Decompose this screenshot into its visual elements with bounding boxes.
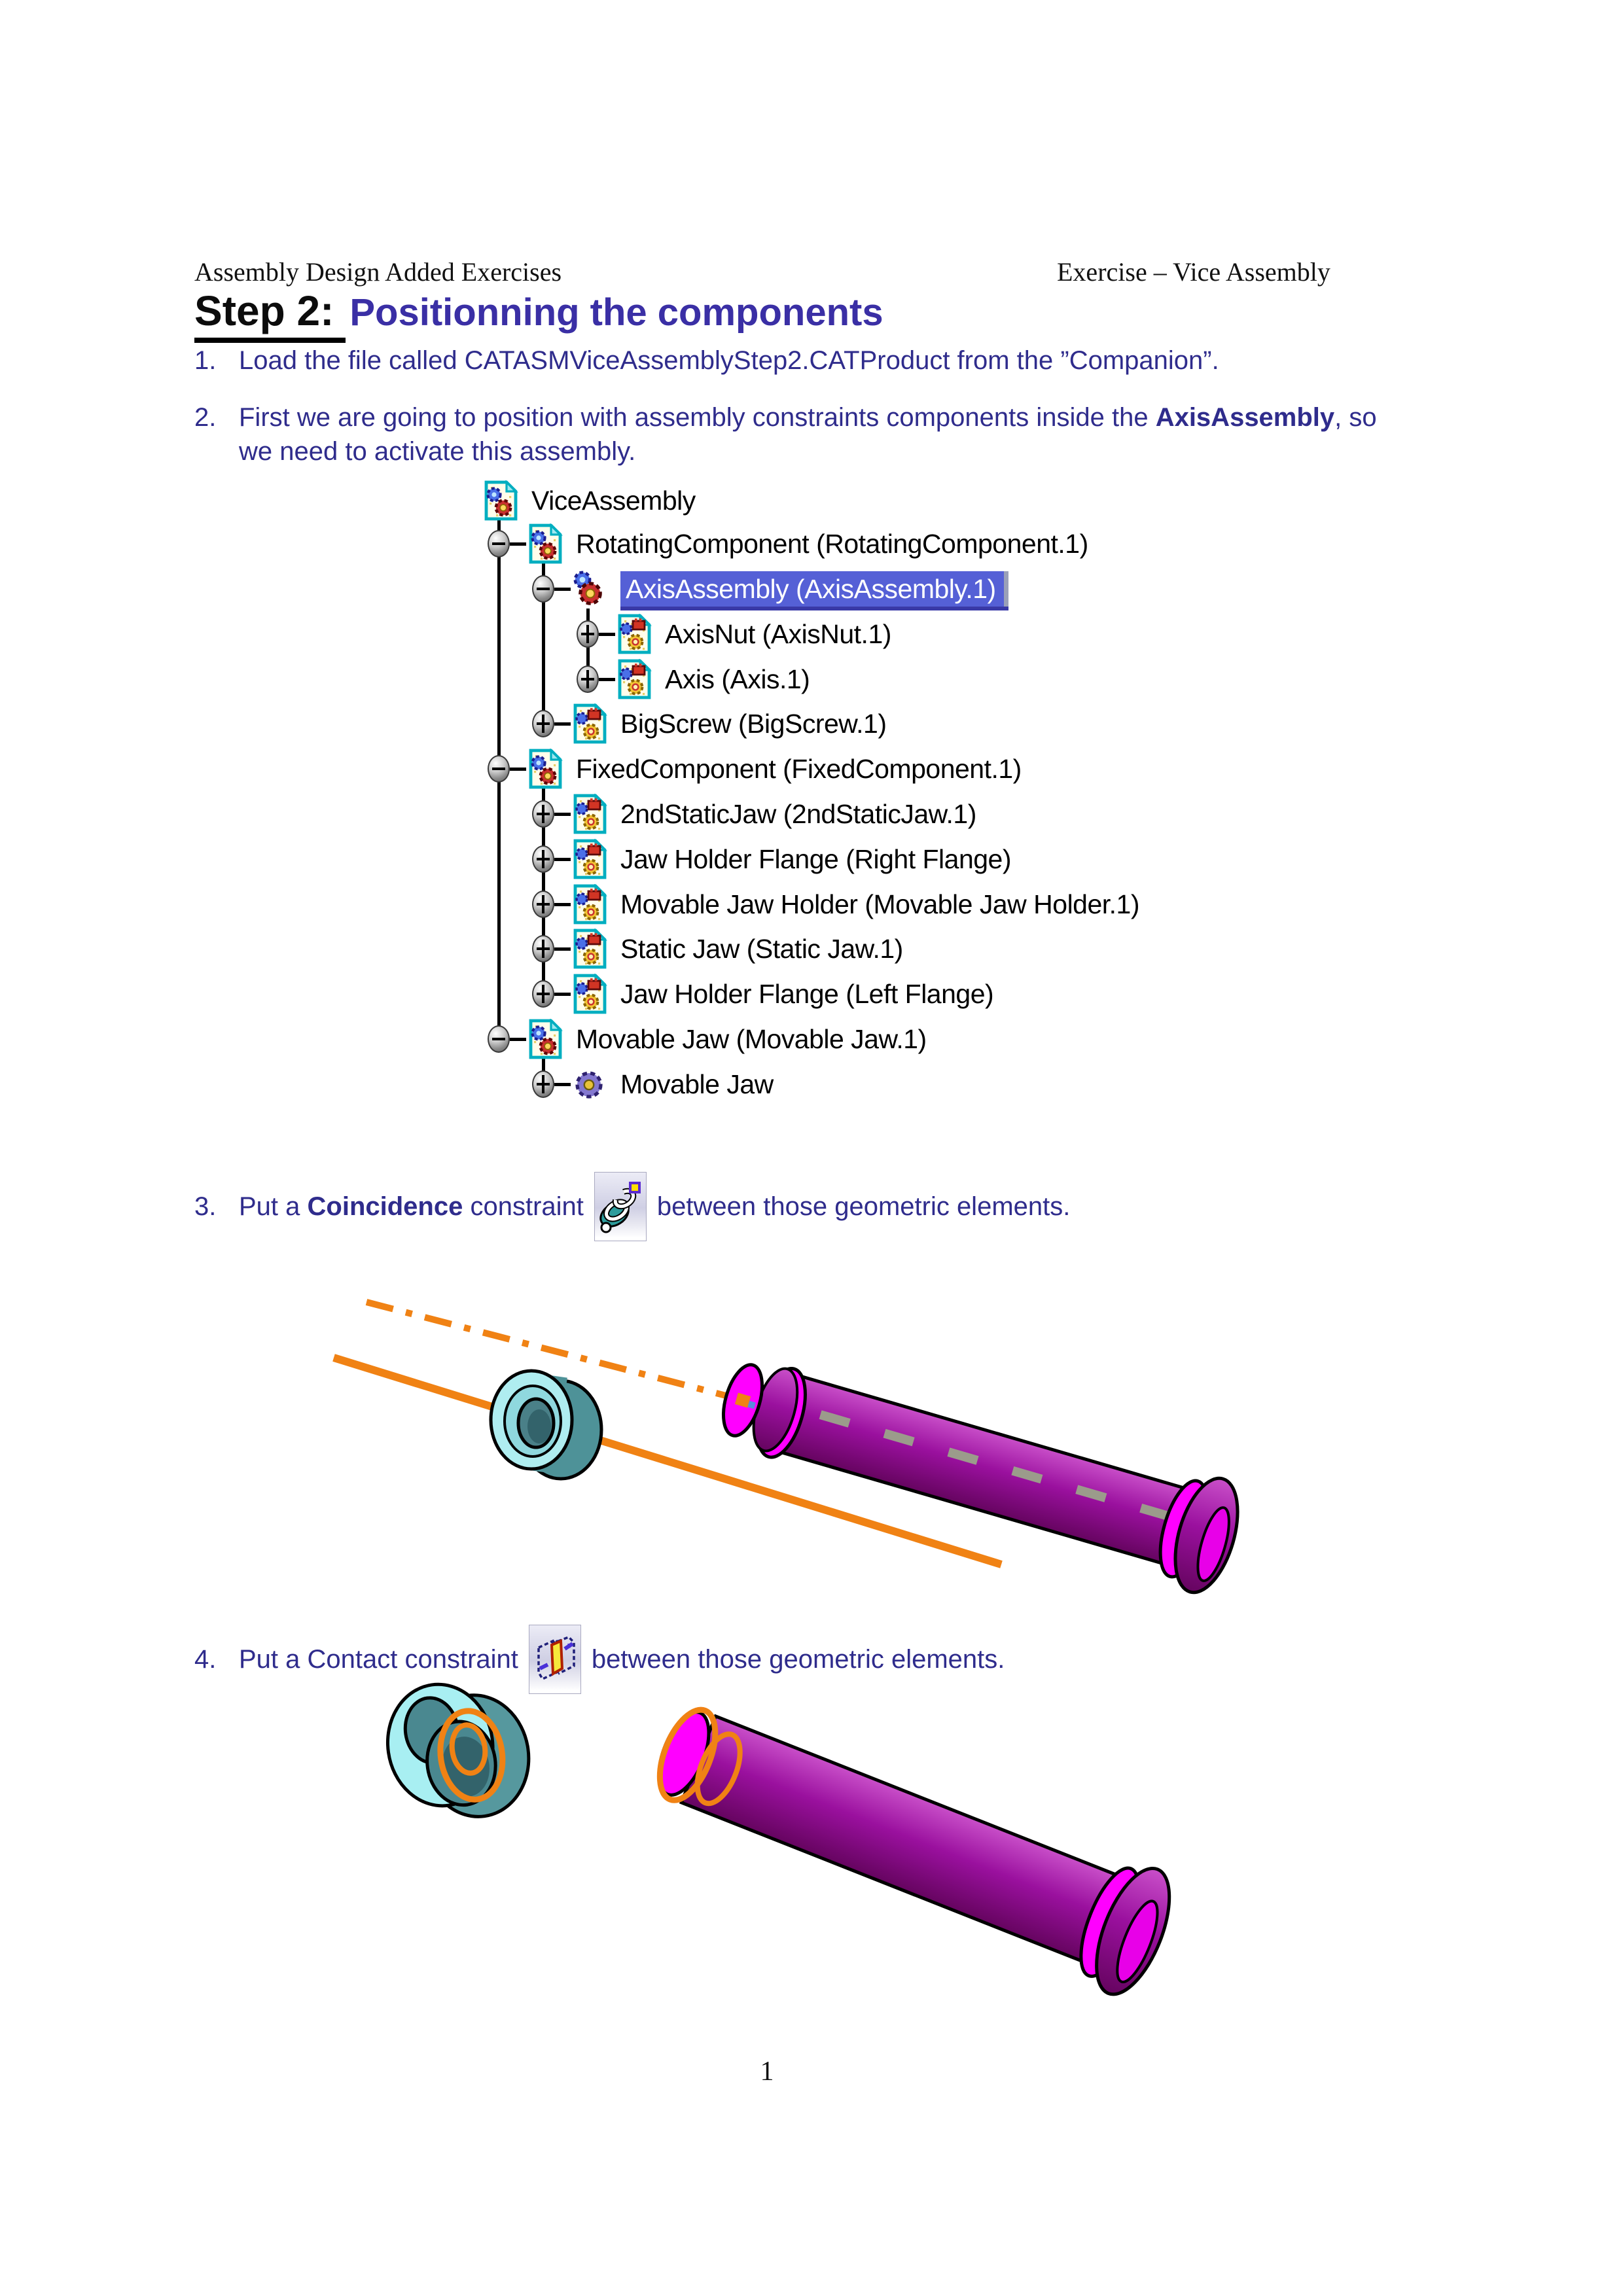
list-number: 3. — [194, 1192, 217, 1221]
product-document-icon — [526, 749, 564, 789]
product-document-icon — [526, 1019, 564, 1059]
tree-item-movablejaw-part[interactable]: Movable Jaw — [458, 1063, 1165, 1105]
list-text: First we are going to position with assembly constraints components inside the AxisAssembly, so we need to activate this assembly. — [239, 403, 1377, 466]
contact-example-image — [314, 1675, 1394, 2068]
expander-plus-icon[interactable] — [532, 935, 554, 963]
expander-minus-icon[interactable] — [488, 530, 510, 557]
expander-plus-icon[interactable] — [577, 620, 599, 648]
tree-item-staticjaw[interactable]: Static Jaw (Static Jaw.1) — [458, 928, 1165, 970]
axis-nut-part — [380, 1675, 537, 1828]
tree-item-movablejawholder[interactable]: Movable Jaw Holder (Movable Jaw Holder.1) — [458, 883, 1165, 925]
axis-nut-part — [491, 1371, 601, 1479]
list-item-4: 4. Put a Contact constraint between those geometric elements. — [194, 1625, 1005, 1693]
coincidence-example-image — [327, 1276, 1309, 1642]
header-left: Assembly Design Added Exercises — [194, 257, 562, 287]
tree-item-jawholderflange-left[interactable]: Jaw Holder Flange (Left Flange) — [458, 973, 1165, 1015]
expander-plus-icon[interactable] — [532, 845, 554, 873]
product-document-icon — [526, 523, 564, 564]
part-document-icon — [615, 614, 653, 654]
tree-item-axis[interactable]: Axis (Axis.1) — [458, 658, 1165, 700]
expander-plus-icon[interactable] — [577, 665, 599, 693]
expander-plus-icon[interactable] — [532, 891, 554, 918]
tree-item-2ndstaticjaw[interactable]: 2ndStaticJaw (2ndStaticJaw.1) — [458, 793, 1165, 835]
tree-item-axisassembly-selected[interactable]: AxisAssembly (AxisAssembly.1) — [458, 568, 1165, 610]
header-right: Exercise – Vice Assembly — [1057, 257, 1330, 287]
gear-part-icon — [571, 1064, 609, 1104]
page-number: 1 — [760, 2057, 774, 2087]
expander-plus-icon[interactable] — [532, 980, 554, 1008]
list-number: 2. — [194, 403, 217, 432]
tree-item-viceassembly[interactable]: ViceAssembly — [458, 480, 1165, 521]
list-number: 4. — [194, 1645, 217, 1674]
coincidence-glyph — [595, 1173, 646, 1241]
product-document-icon — [482, 480, 520, 521]
part-document-icon — [571, 974, 609, 1014]
tree-item-jawholderflange-right[interactable]: Jaw Holder Flange (Right Flange) — [458, 838, 1165, 880]
part-document-icon — [571, 794, 609, 834]
tree-item-axisnut[interactable]: AxisNut (AxisNut.1) — [458, 613, 1165, 655]
list-item-2 — [194, 400, 1377, 468]
tree-item-rotatingcomponent[interactable]: RotatingComponent (RotatingComponent.1) — [458, 523, 1165, 565]
list-text: Load the file called CATASMViceAssemblyStep2.CATProduct from the ”Companion”. — [239, 346, 1219, 375]
expander-minus-icon[interactable] — [488, 755, 510, 783]
list-item-3: 3. Put a Coincidence constraint between those geometric elements. — [194, 1173, 1070, 1241]
part-document-icon — [571, 928, 609, 969]
tree-item-movablejaw-product[interactable]: Movable Jaw (Movable Jaw.1) — [458, 1018, 1165, 1060]
part-document-icon — [571, 703, 609, 744]
expander-plus-icon[interactable] — [532, 710, 554, 737]
expander-plus-icon[interactable] — [532, 800, 554, 828]
expander-minus-icon[interactable] — [532, 575, 554, 603]
expander-minus-icon[interactable] — [488, 1025, 510, 1053]
assembly-gears-icon — [571, 569, 609, 609]
list-item-1 — [194, 344, 1219, 378]
step-label: Step 2: — [194, 287, 346, 343]
part-document-icon — [571, 884, 609, 925]
step-heading: Positionning the components — [349, 291, 883, 334]
big-screw-part — [641, 1684, 1185, 2004]
catia-specification-tree — [458, 480, 1165, 1127]
tree-item-fixedcomponent[interactable]: FixedComponent (FixedComponent.1) — [458, 748, 1165, 790]
page-title — [194, 287, 883, 343]
coincidence-constraint-icon[interactable] — [594, 1172, 647, 1241]
part-document-icon — [571, 839, 609, 879]
expander-plus-icon[interactable] — [532, 1070, 554, 1098]
tree-item-bigscrew[interactable]: BigScrew (BigScrew.1) — [458, 703, 1165, 745]
list-number: 1. — [194, 346, 217, 375]
part-document-icon — [615, 659, 653, 699]
